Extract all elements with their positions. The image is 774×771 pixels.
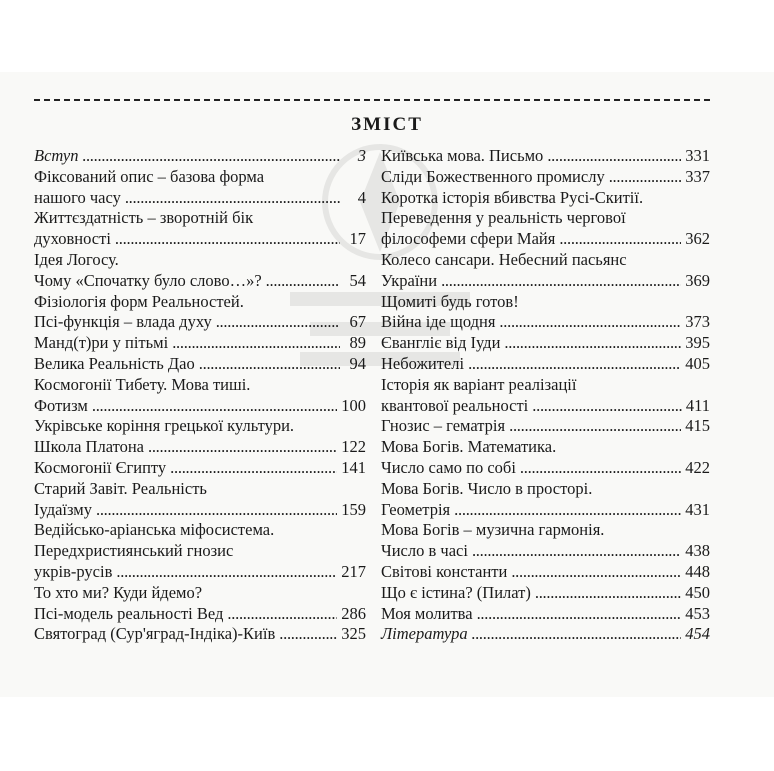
- toc-entry-title: Фотизм: [34, 395, 88, 415]
- toc-page-number: 325: [341, 624, 366, 644]
- toc-page-number: 431: [685, 499, 710, 519]
- book-page: [0, 72, 774, 697]
- toc-entry: [34, 437, 366, 458]
- toc-entry-title: України: [381, 270, 438, 290]
- toc-entry-title: духовності: [34, 229, 111, 249]
- dot-leader: [504, 333, 681, 354]
- toc-left-column: [34, 146, 366, 645]
- toc-entry-title: Колесо сансари. Небесний пасьянс: [381, 249, 627, 269]
- toc-entry: [381, 354, 710, 375]
- dot-leader: [499, 312, 681, 333]
- toc-entry-title: Фіксований опис – базова форма: [34, 166, 265, 186]
- toc-entry-title: Фізіологія форм Реальностей.: [34, 291, 244, 311]
- toc-entry: [34, 583, 366, 604]
- toc-entry-title: Іудаїзму: [34, 499, 92, 519]
- dot-leader: [472, 541, 681, 562]
- toc-entry-title: укрів-русів: [34, 561, 113, 581]
- toc-entry: [34, 167, 366, 209]
- toc-entry: [381, 562, 710, 583]
- toc-entry: [34, 458, 366, 479]
- dot-leader: [559, 229, 681, 250]
- toc-entry: [34, 520, 366, 541]
- toc-entry-title: Література: [381, 624, 468, 644]
- dot-leader: [609, 167, 682, 188]
- toc-entry: [381, 208, 710, 250]
- dot-leader: [266, 271, 340, 292]
- toc-page-number: 369: [685, 270, 710, 290]
- toc-entry: [34, 375, 366, 396]
- toc-page-number: 453: [685, 603, 710, 623]
- toc-entry-title: Мова Богів – музична гармонія.: [381, 520, 605, 540]
- toc-page-number: 405: [685, 353, 710, 373]
- toc-entry: [381, 146, 710, 167]
- toc-entry-title: Небожителі: [381, 353, 465, 373]
- toc-entry-title: Передхристиянський гнозис: [34, 541, 234, 561]
- toc-entry-title: Щомиті будь готов!: [381, 291, 519, 311]
- dot-leader: [170, 458, 337, 479]
- dot-leader: [116, 562, 337, 583]
- toc-entry-title: квантової реальності: [381, 395, 529, 415]
- dot-leader: [115, 229, 340, 250]
- toc-entry: [381, 437, 710, 458]
- toc-entry-title: Ведійсько-аріанська міфосистема.: [34, 520, 275, 540]
- toc-entry-title: Вступ: [34, 146, 79, 165]
- toc-page-number: 422: [685, 457, 710, 477]
- toc-entry: [381, 250, 710, 292]
- toc-page-number: 217: [341, 561, 366, 581]
- toc-entry: [34, 146, 366, 167]
- toc-page-number: 54: [349, 270, 366, 290]
- toc-entry-title: Космогонії Єгипту: [34, 457, 167, 477]
- toc-entry-title: Мова Богів. Число в просторі.: [381, 478, 593, 498]
- toc-entry-title: Космогонії Тибету. Мова тиші.: [34, 374, 251, 394]
- toc-entry: [34, 208, 366, 250]
- toc-entry: [34, 604, 366, 625]
- toc-entry: [34, 541, 366, 583]
- toc-page-number: 411: [685, 395, 710, 415]
- toc-entry-title: Мова Богів. Математика.: [381, 437, 557, 457]
- toc-entry: [381, 458, 710, 479]
- dot-leader: [227, 604, 337, 625]
- toc-entry: [34, 292, 366, 313]
- toc-page-number: 438: [685, 541, 710, 561]
- toc-entry-title: нашого часу: [34, 187, 121, 207]
- dot-leader: [216, 312, 340, 333]
- toc-entry: [381, 541, 710, 562]
- dot-leader: [509, 416, 681, 437]
- toc-entry-title: Велика Реальність Дао: [34, 353, 195, 373]
- toc-page-number: 67: [349, 312, 366, 332]
- toc-entry-title: Київська мова. Письмо: [381, 146, 544, 165]
- toc-entry-title: Число само по собі: [381, 457, 516, 477]
- toc-entry-title: Старий Завіт. Реальність: [34, 478, 207, 498]
- toc-entry-title: Святоград (Сур'яград-Індіка)-Київ: [34, 624, 276, 644]
- toc-page-number: 395: [685, 333, 710, 353]
- dot-leader: [472, 624, 682, 645]
- toc-entry: [381, 167, 710, 188]
- toc-page-number: 337: [685, 166, 710, 186]
- toc-entry-title: Псі-модель реальності Вед: [34, 603, 224, 623]
- toc-entry-title: То хто ми? Куди йдемо?: [34, 582, 203, 602]
- toc-entry-title: Історія як варіант реалізації: [381, 374, 577, 394]
- toc-page-number: 415: [685, 416, 710, 436]
- dot-leader: [96, 500, 337, 521]
- dot-leader: [279, 624, 337, 645]
- toc-entry: [381, 292, 710, 313]
- toc-page-number: 454: [685, 624, 710, 644]
- dot-leader: [532, 396, 682, 417]
- toc-entry-title: Школа Платона: [34, 437, 144, 457]
- toc-entry-title: Псі-функція – влада духу: [34, 312, 212, 332]
- toc-entry: [34, 333, 366, 354]
- toc-entry: [381, 416, 710, 437]
- toc-page-number: 3: [357, 146, 366, 165]
- toc-entry-title: Гнозис – гематрія: [381, 416, 506, 436]
- toc-entry-title: Життєздатність – зворотній бік: [34, 208, 254, 228]
- dot-leader: [82, 146, 340, 167]
- toc-entry-title: Що є істина? (Пилат): [381, 582, 531, 602]
- toc-entry: [381, 500, 710, 521]
- dot-leader: [199, 354, 340, 375]
- toc-page-number: 159: [341, 499, 366, 519]
- top-dashed-divider: [34, 99, 710, 101]
- toc-entry: [381, 375, 710, 417]
- toc-entry-title: Геометрія: [381, 499, 451, 519]
- dot-leader: [511, 562, 681, 583]
- toc-entry: [34, 354, 366, 375]
- toc-right-column: [381, 146, 710, 645]
- dot-leader: [441, 271, 681, 292]
- toc-entry: [34, 312, 366, 333]
- toc-page-number: 286: [341, 603, 366, 623]
- toc-page-number: 362: [685, 229, 710, 249]
- dot-leader: [477, 604, 682, 625]
- dot-leader: [148, 437, 337, 458]
- dot-leader: [468, 354, 681, 375]
- toc-entry: [34, 624, 366, 645]
- dot-leader: [535, 583, 681, 604]
- toc-page-number: 4: [357, 187, 366, 207]
- toc-entry-title: Чому «Спочатку було слово…»?: [34, 270, 262, 290]
- toc-entry-title: Коротка історія вбивства Русі-Скитії.: [381, 187, 644, 207]
- toc-entry-title: Переведення у реальність чергової: [381, 208, 626, 228]
- toc-entry-title: Євангліє від Іуди: [381, 333, 501, 353]
- toc-page-number: 373: [685, 312, 710, 332]
- toc-entry-title: Ідея Логосу.: [34, 249, 119, 269]
- dot-leader: [547, 146, 681, 167]
- toc-page-number: 100: [341, 395, 366, 415]
- toc-entry: [381, 188, 710, 209]
- toc-entry-title: Число в часі: [381, 541, 468, 561]
- toc-page-number: 94: [349, 353, 366, 373]
- dot-leader: [125, 188, 340, 209]
- toc-page-number: 89: [349, 333, 366, 353]
- dot-leader: [172, 333, 340, 354]
- toc-page-number: 122: [341, 437, 366, 457]
- dot-leader: [520, 458, 681, 479]
- toc-entry: [381, 624, 710, 645]
- toc-entry-title: Манд(т)ри у пітьмі: [34, 333, 169, 353]
- toc-entry: [34, 250, 366, 271]
- toc-entry-title: філософеми сфери Майя: [381, 229, 556, 249]
- toc-page-number: 17: [349, 229, 366, 249]
- toc-entry: [381, 312, 710, 333]
- toc-page-number: 331: [685, 146, 710, 165]
- toc-entry: [34, 271, 366, 292]
- toc-entry-title: Укрівське коріння грецької культури.: [34, 416, 295, 436]
- toc-entry: [381, 479, 710, 500]
- toc-entry: [381, 583, 710, 604]
- toc-page-number: 448: [685, 561, 710, 581]
- toc-entry: [34, 416, 366, 437]
- toc-entry: [381, 604, 710, 625]
- toc-entry-title: Війна іде щодня: [381, 312, 496, 332]
- toc-entry: [381, 520, 710, 541]
- toc-entry: [34, 479, 366, 521]
- toc-entry: [381, 333, 710, 354]
- toc-entry-title: Моя молитва: [381, 603, 473, 623]
- dot-leader: [92, 396, 337, 417]
- toc-entry-title: Сліди Божественного промислу: [381, 166, 605, 186]
- dot-leader: [454, 500, 681, 521]
- toc-page-number: 141: [341, 457, 366, 477]
- toc-page-number: 450: [685, 582, 710, 602]
- toc-entry-title: Світові константи: [381, 561, 508, 581]
- toc-entry: [34, 396, 366, 417]
- page-title: ЗМІСТ: [351, 114, 423, 135]
